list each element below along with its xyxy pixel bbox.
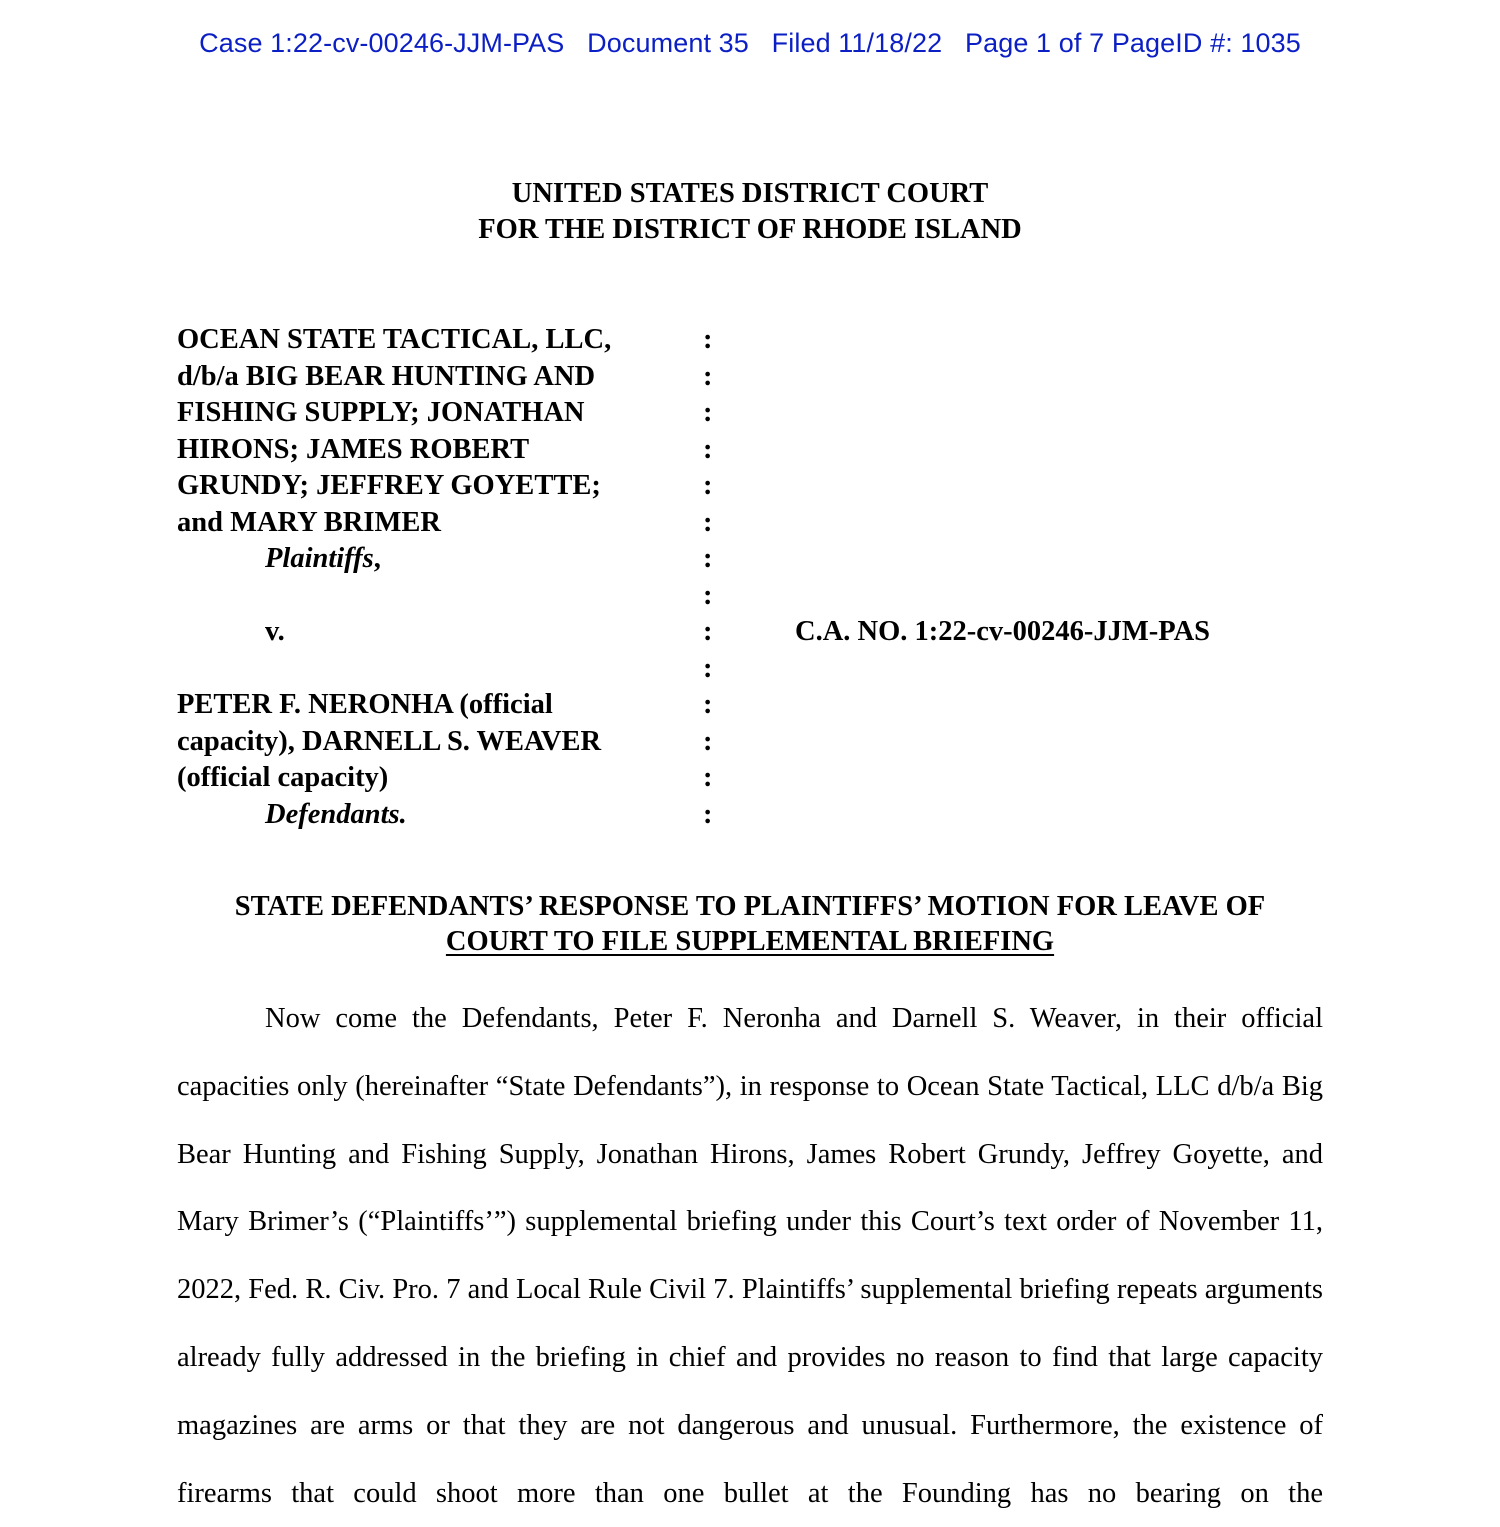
defendant-line: (official capacity) [177,762,389,793]
plaintiffs-label-line [177,541,677,578]
caption-colon: : [703,360,713,392]
plaintiff-line: FISHING SUPPLY; JONATHAN [177,397,585,428]
court-heading-line-1: UNITED STATES DISTRICT COURT [511,178,989,209]
caption-colon: : [703,506,713,538]
plaintiff-line: GRUNDY; JEFFREY GOYETTE; [177,470,601,501]
caption-colon-column [703,322,723,833]
caption-colon: : [703,762,713,793]
caption-colon: : [703,470,713,501]
plaintiffs-comma: , [373,543,381,574]
document-title-line-2: COURT TO FILE SUPPLEMENTAL BRIEFING [445,926,1055,957]
caption-colon: : [703,652,713,684]
document-title-line-2-wrapper [0,924,1500,959]
caption-colon: : [703,725,713,757]
plaintiff-line: d/b/a BIG BEAR HUNTING AND [177,360,596,392]
blank-line [177,651,677,688]
caption-colon: : [703,543,713,574]
plaintiff-line: HIRONS; JAMES ROBERT [177,433,530,465]
caption-colon: : [703,397,713,428]
caption-colon: : [703,689,713,720]
defendant-line: capacity), DARNELL S. WEAVER [177,725,602,757]
document-title-line-1: STATE DEFENDANTS’ RESPONSE TO PLAINTIFFS’ MOTION FOR LEAVE OF [234,891,1266,922]
court-heading-line-2: FOR THE DISTRICT OF RHODE ISLAND [478,214,1022,245]
body-paragraph: Now come the Defendants, Peter F. Neronha and Darnell S. Weaver, in their official capacities only (hereinafter “State Defendants”), in response to Ocean State Tactical, LLC d/b/a Big Bear Hunting and Fishing Supply, Jonathan Hirons, James Robert Grundy, Jeffrey Goyette, and Mary Brimer’s (“Plaintiffs’”) supplemental briefing under this Court’s text order of November 11, 2022, Fed. R. Civ. Pro. 7 and Local Rule Civil 7. Plaintiffs’ supplemental briefing repeats arguments already fully addressed in the briefing in chief and provides no reason to find that large capacity magazines are arms or that they are not dangerous and unusual. Furthermore, the existence of firearms that could shoot more than one bullet at the Founding has no bearing on the [177,1003,1323,1509]
document-title [0,889,1500,959]
body-text [177,985,1323,1527]
case-number: C.A. NO. 1:22-cv-00246-JJM-PAS [795,616,1211,647]
case-caption-parties [177,322,677,833]
caption-colon: : [703,798,713,830]
plaintiff-line: OCEAN STATE TACTICAL, LLC, [177,324,612,355]
blank-line [177,578,677,615]
defendants-label: Defendants. [265,798,407,830]
ecf-filing-header: Case 1:22-cv-00246-JJM-PAS Document 35 Filed 11/18/22 Page 1 of 7 PageID #: 1035 [199,28,1301,58]
plaintiff-line: and MARY BRIMER [177,506,441,538]
caption-colon: : [703,433,713,465]
versus-label: v. [265,616,285,647]
plaintiffs-label: Plaintiffs [265,543,374,574]
caption-colon: : [703,616,713,647]
court-heading [0,176,1500,248]
caption-colon: : [703,579,713,611]
defendant-line: PETER F. NERONHA (official [177,689,553,720]
caption-colon: : [703,324,713,355]
